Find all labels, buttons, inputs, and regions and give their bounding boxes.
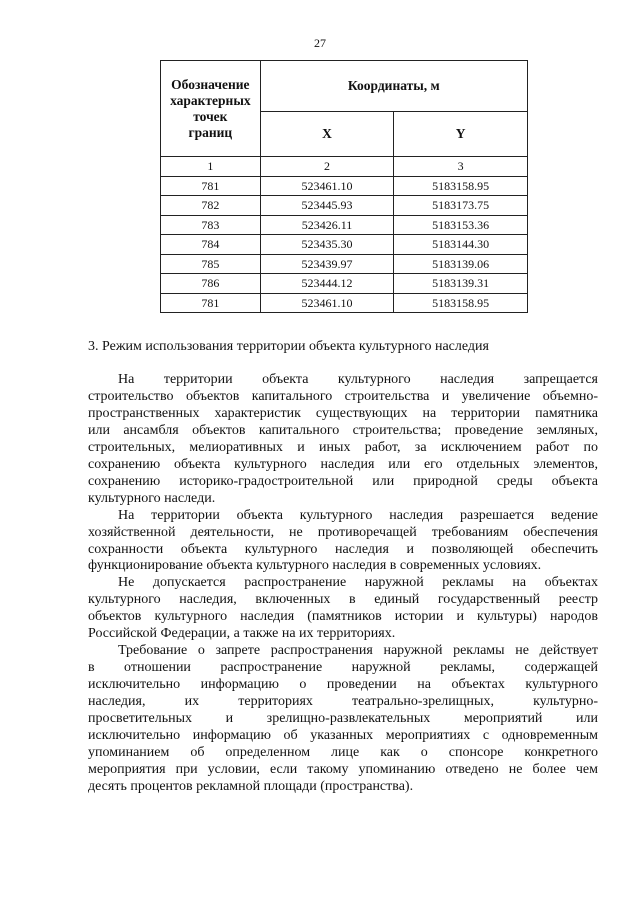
header-designation-line: границ: [188, 124, 233, 140]
paragraph-line: наследия, их территориях театрально-зрелищных, культурно-: [88, 694, 598, 710]
table-row: [161, 215, 528, 235]
table-row: [161, 254, 528, 274]
paragraph-line: хозяйственной деятельности, не противоречащей требованиям обеспечения: [88, 524, 598, 540]
paragraph-line: пространственных характеристик существующих на территории памятника: [88, 405, 598, 421]
paragraph-line: функционирование объекта культурного наследия в современных условиях.: [88, 558, 542, 574]
table-row: [161, 196, 528, 216]
paragraph-line: сохранению объекта культурного наследия или его отдельных элементов,: [88, 456, 598, 472]
cell-x: 523461.10: [260, 293, 394, 313]
paragraph: [88, 508, 598, 576]
paragraph-line: Не допускается распространение наружной рекламы на объектах: [118, 575, 598, 591]
cell-point: 782: [161, 196, 261, 216]
table-row: [161, 176, 528, 196]
cell-x: 523439.97: [260, 254, 394, 274]
paragraph-line: объектов культурного наследия (памятников истории и культуры) народов: [88, 609, 598, 625]
paragraph-line: На территории объекта культурного наследия запрещается: [118, 372, 598, 387]
header-designation-line: точек: [193, 108, 228, 124]
header-y: Y: [394, 112, 528, 157]
paragraph-line: строительных, мелиоративных и иных работ, за исключением работ по: [88, 439, 598, 455]
table-row: [161, 235, 528, 255]
cell-point: 784: [161, 235, 261, 255]
column-number: 1: [161, 157, 261, 177]
header-designation-line: Обозначение: [171, 76, 250, 92]
cell-x: 523444.12: [260, 274, 394, 294]
paragraph-line: На территории объекта культурного наследия разрешается ведение: [118, 507, 598, 523]
cell-y: 5183173.75: [394, 196, 528, 216]
header-coordinates: Координаты, м: [260, 61, 527, 112]
cell-point: 786: [161, 274, 261, 294]
cell-point: 781: [161, 293, 261, 313]
table-row: [161, 274, 528, 294]
paragraph-line: мероприятия при условии, если такому упоминанию отведено не более чем: [88, 761, 598, 777]
paragraph-line: просветительных и зрелищно-развлекательных мероприятий или: [88, 711, 598, 727]
paragraph-line: Требование о запрете распространения наружной рекламы не действует: [118, 643, 598, 659]
cell-x: 523435.30: [260, 235, 394, 255]
column-number: 3: [394, 157, 528, 177]
paragraph-line: исключительно информацию о проведении на объектах культурного: [88, 677, 598, 693]
paragraph-line: исключительно информацию об указанных мероприятиях с одновременным: [88, 728, 598, 744]
column-number-row: [161, 157, 528, 177]
header-x: X: [260, 112, 394, 157]
cell-y: 5183153.36: [394, 215, 528, 235]
paragraph-line: сохранению историко-градостроительной или природной среды объекта: [88, 473, 598, 489]
paragraph-line: упоминанием об определенном лице как о спонсоре конкретного: [88, 744, 598, 760]
body-text: [88, 372, 598, 796]
cell-y: 5183144.30: [394, 235, 528, 255]
cell-point: 785: [161, 254, 261, 274]
paragraph: [88, 372, 598, 508]
paragraph-line: в отношении распространение наружной рекламы, содержащей: [88, 660, 598, 676]
cell-x: 523445.93: [260, 196, 394, 216]
cell-x: 523461.10: [260, 176, 394, 196]
header-designation-line: характерных: [170, 92, 251, 108]
paragraph-line: сохранности объекта культурного наследия и позволяющей обеспечить: [88, 541, 598, 557]
column-number: 2: [260, 157, 394, 177]
cell-point: 783: [161, 215, 261, 235]
cell-y: 5183139.31: [394, 274, 528, 294]
paragraph-line: Российской Федерации, а также на их территориях.: [88, 626, 396, 642]
cell-x: 523426.11: [260, 215, 394, 235]
section-heading: 3. Режим использования территории объекта культурного наследия: [88, 339, 489, 354]
paragraph-line: культурного наследия, включенных в единый государственный реестр: [88, 592, 598, 608]
cell-y: 5183158.95: [394, 176, 528, 196]
page-number: 27: [314, 36, 326, 50]
cell-y: 5183158.95: [394, 293, 528, 313]
paragraph-line: строительство объектов капитального строительства и увеличение объемно-: [88, 388, 598, 404]
paragraph-line: культурного наследи.: [88, 490, 216, 506]
paragraph-line: или ансамбля объектов капитального строительства; проведение земляных,: [88, 422, 598, 438]
paragraph: [88, 643, 598, 796]
coordinates-table: [160, 60, 528, 313]
paragraph-line: десять процентов рекламной площади (пространства).: [88, 778, 414, 794]
paragraph: [88, 575, 598, 643]
cell-y: 5183139.06: [394, 254, 528, 274]
cell-point: 781: [161, 176, 261, 196]
table-row: [161, 293, 528, 313]
header-designation: [161, 61, 261, 157]
